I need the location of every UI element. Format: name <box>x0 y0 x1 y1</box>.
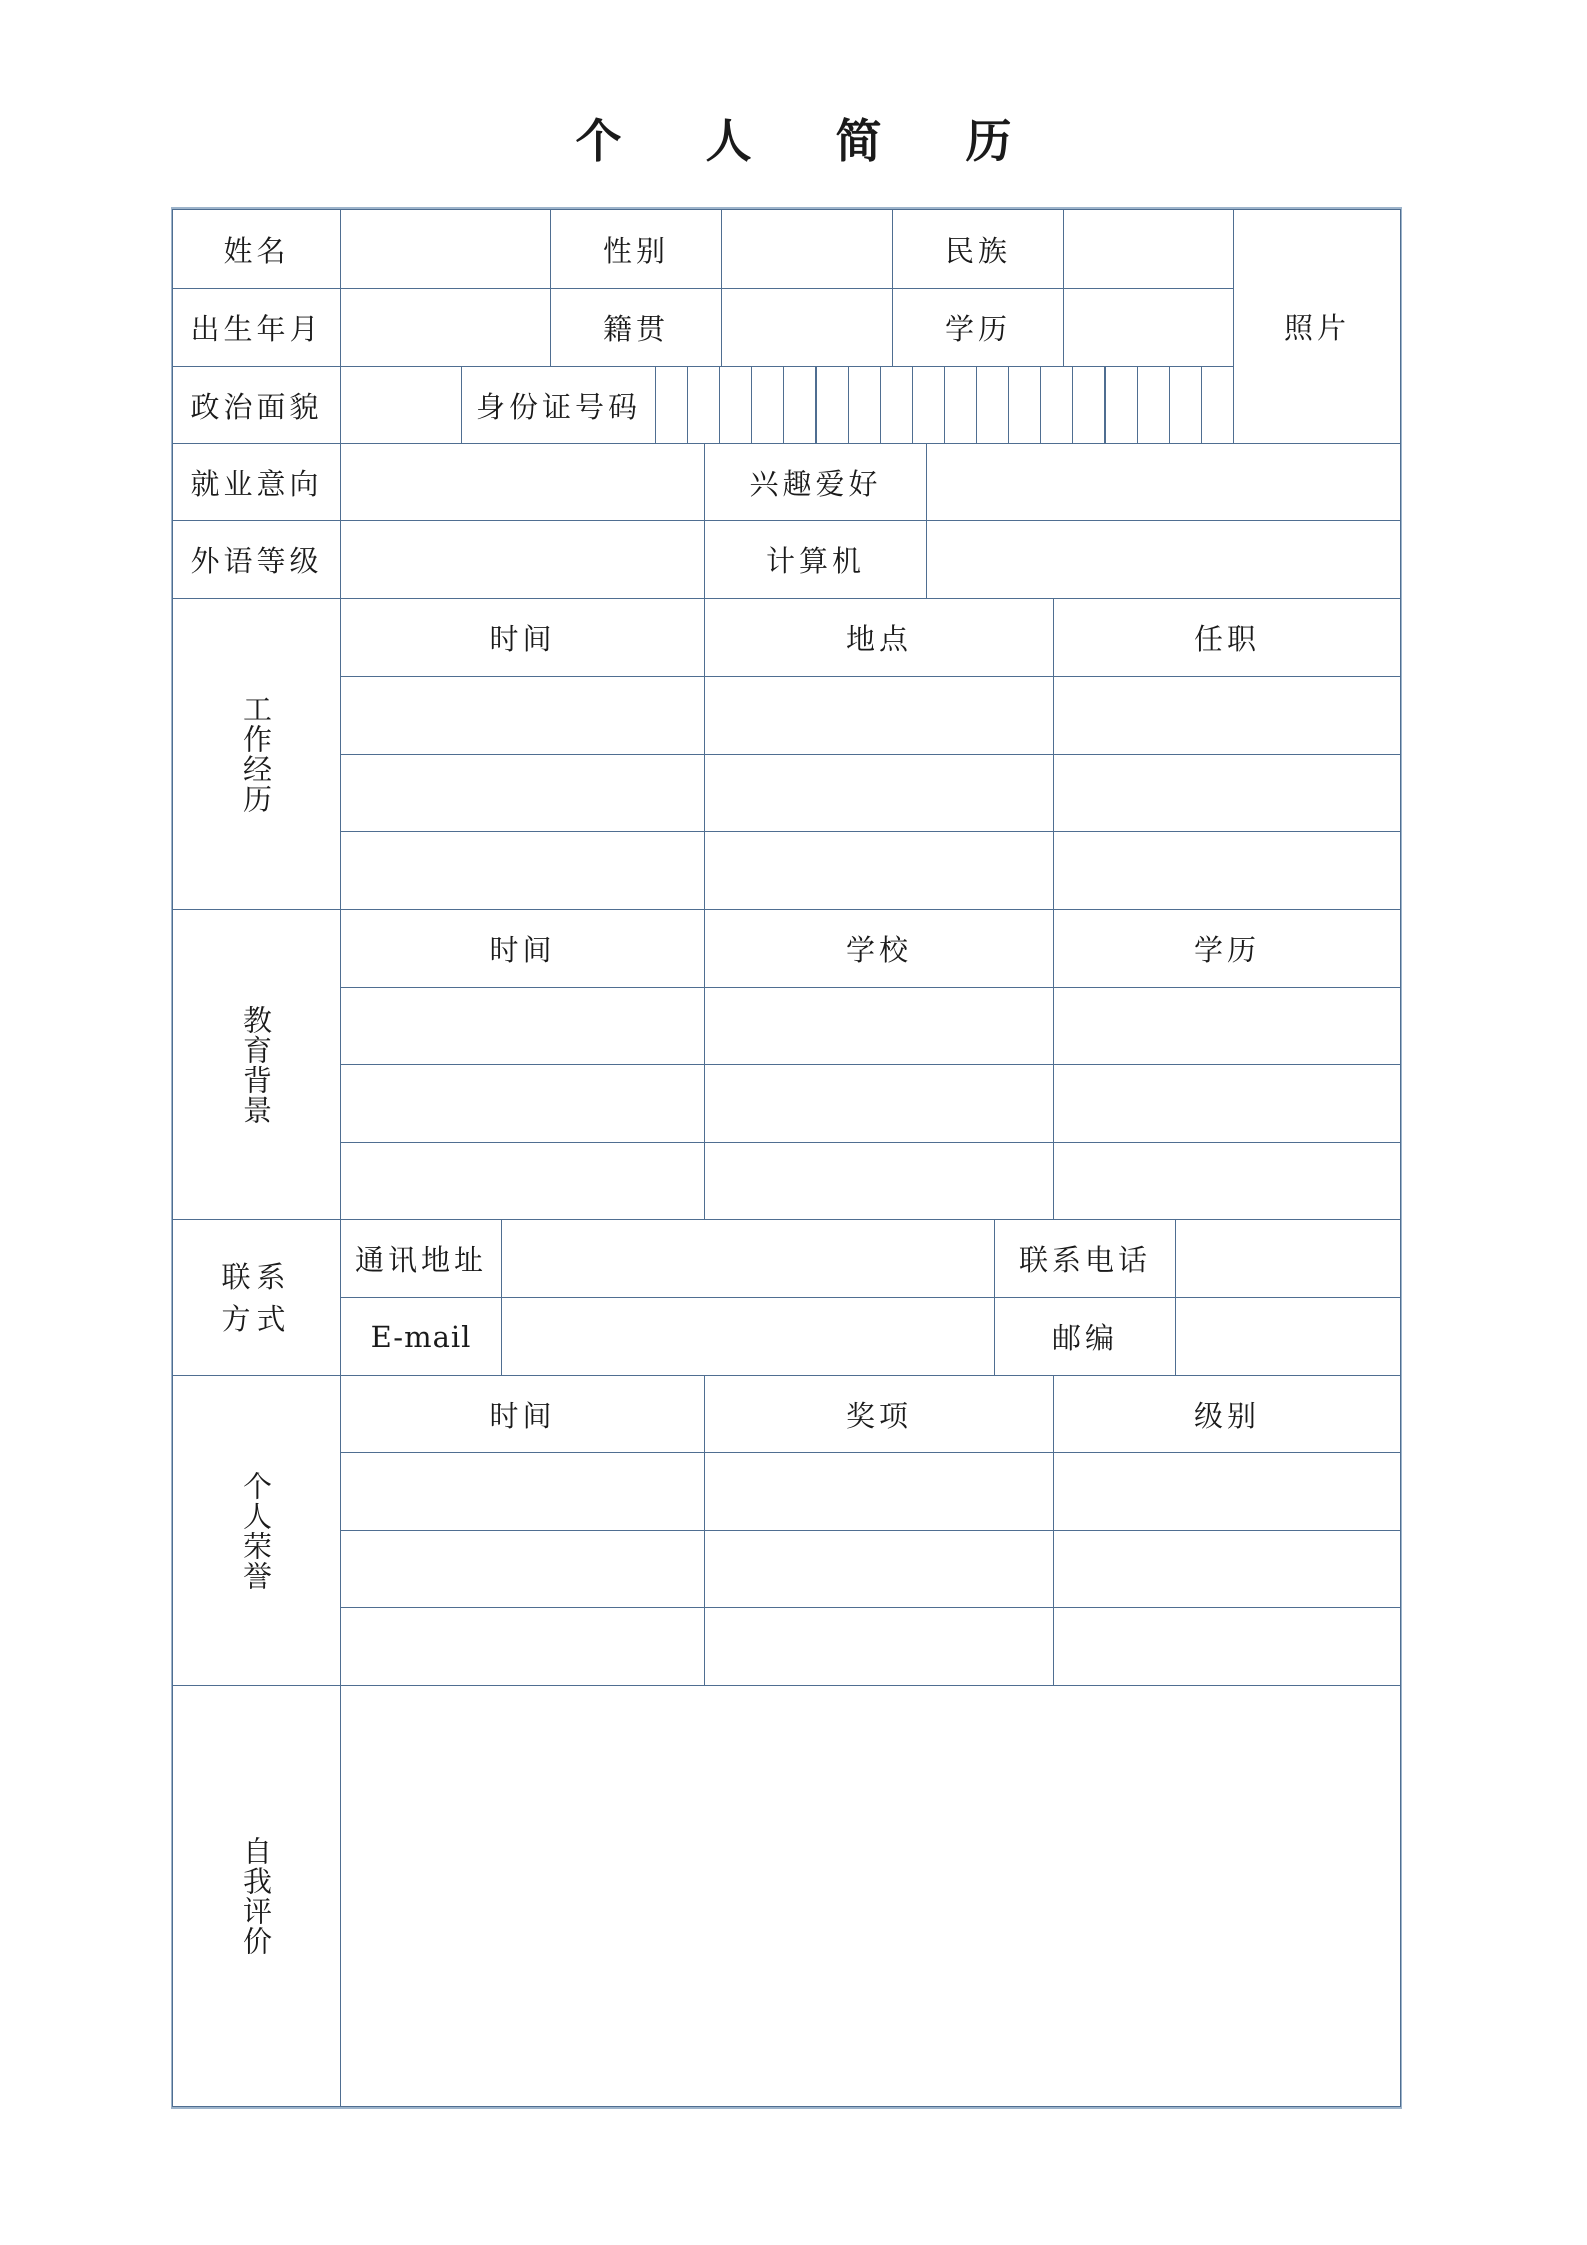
education-label-text: 学历 <box>944 312 1011 346</box>
id-digit-box[interactable] <box>848 366 881 444</box>
email-label <box>340 1297 502 1376</box>
honors-header <box>704 1375 1054 1453</box>
computer-label-text: 计算机 <box>765 544 865 578</box>
work-experience-label <box>172 598 341 910</box>
email-cell[interactable] <box>501 1297 995 1376</box>
education-background-header <box>340 909 705 988</box>
education-background-header-text: 学校 <box>845 933 912 967</box>
education-background-label <box>172 909 341 1220</box>
native-place-label <box>550 288 722 367</box>
photo-box-text: 照片 <box>1283 311 1350 345</box>
self-evaluation-label <box>172 1685 341 2107</box>
id-digit-box[interactable] <box>719 366 752 444</box>
political-cell[interactable] <box>340 366 462 444</box>
intention-label-text: 就业意向 <box>190 466 323 501</box>
honors-entry-cell[interactable] <box>704 1607 1054 1686</box>
work-experience-header-text: 任职 <box>1193 622 1260 656</box>
education-background-entry-cell[interactable] <box>1053 1142 1401 1220</box>
native-place-value-cell[interactable] <box>721 288 893 367</box>
ethnicity-value-cell[interactable] <box>1063 209 1234 289</box>
honors-entry-cell[interactable] <box>1053 1530 1401 1608</box>
computer-label <box>704 520 927 599</box>
political-label-text: 政治面貌 <box>190 389 323 424</box>
computer-cell[interactable] <box>926 520 1401 599</box>
honors-header-text: 级别 <box>1193 1398 1260 1433</box>
honors-label <box>172 1375 341 1686</box>
honors-entry-cell[interactable] <box>1053 1607 1401 1686</box>
language-label <box>172 520 341 599</box>
work-experience-header-text: 时间 <box>489 622 556 656</box>
email-label-text: E-mail <box>370 1319 472 1354</box>
honors-header-text: 时间 <box>489 1398 556 1433</box>
self-evaluation-label-text: 自我评价 <box>239 1836 273 1956</box>
work-experience-entry-cell[interactable] <box>1053 831 1401 910</box>
education-background-header-text: 学历 <box>1193 933 1260 967</box>
work-experience-header <box>1053 598 1401 677</box>
gender-value-cell[interactable] <box>721 209 893 289</box>
work-experience-label-text: 工作经历 <box>239 694 273 814</box>
education-background-entry-cell[interactable] <box>704 1064 1054 1143</box>
work-experience-entry-cell[interactable] <box>340 754 705 832</box>
education-background-label-text: 教育背景 <box>239 1004 273 1125</box>
work-experience-entry-cell[interactable] <box>340 831 705 910</box>
phone-label <box>994 1219 1176 1298</box>
id-digit-box[interactable] <box>976 366 1009 444</box>
name-value-cell[interactable] <box>340 209 551 289</box>
education-background-entry-cell[interactable] <box>340 1064 705 1143</box>
hobbies-cell[interactable] <box>926 443 1401 521</box>
birth-label <box>172 288 341 367</box>
work-experience-header-text: 地点 <box>845 622 912 656</box>
honors-entry-cell[interactable] <box>340 1607 705 1686</box>
birth-value-cell[interactable] <box>340 288 551 367</box>
ethnicity-label <box>892 209 1064 289</box>
honors-header <box>340 1375 705 1453</box>
name-label <box>172 209 341 289</box>
contact-label-text: 联系 方式 <box>221 1259 292 1336</box>
education-background-entry-cell[interactable] <box>1053 987 1401 1065</box>
id-number-label <box>461 366 656 444</box>
self-evaluation-area[interactable] <box>340 1685 1401 2107</box>
name-label-text: 姓名 <box>223 233 290 268</box>
id-digit-box[interactable] <box>816 366 849 444</box>
work-experience-header <box>704 598 1054 677</box>
address-cell[interactable] <box>501 1219 995 1298</box>
honors-entry-cell[interactable] <box>340 1530 705 1608</box>
id-digit-box[interactable] <box>1201 366 1234 444</box>
education-background-entry-cell[interactable] <box>704 987 1054 1065</box>
ethnicity-label-text: 民族 <box>944 233 1011 268</box>
zip-label-text: 邮编 <box>1051 1321 1118 1355</box>
education-background-entry-cell[interactable] <box>340 987 705 1065</box>
honors-header-text: 奖项 <box>845 1398 912 1433</box>
address-label <box>340 1219 502 1298</box>
page-title: 个 人 简 历 <box>575 114 1012 168</box>
id-digit-box[interactable] <box>655 366 688 444</box>
phone-label-text: 联系电话 <box>1018 1243 1151 1277</box>
education-background-entry-cell[interactable] <box>704 1142 1054 1220</box>
id-digit-box[interactable] <box>944 366 977 444</box>
language-label-text: 外语等级 <box>190 544 323 578</box>
gender-label <box>550 209 722 289</box>
political-label <box>172 366 341 444</box>
intention-label <box>172 443 341 521</box>
phone-cell[interactable] <box>1175 1219 1401 1298</box>
language-cell[interactable] <box>340 520 705 599</box>
education-background-header-text: 时间 <box>489 933 556 967</box>
id-digit-box[interactable] <box>1169 366 1202 444</box>
honors-entry-cell[interactable] <box>704 1452 1054 1531</box>
work-experience-entry-cell[interactable] <box>1053 676 1401 755</box>
gender-label-text: 性别 <box>602 233 669 268</box>
honors-entry-cell[interactable] <box>340 1452 705 1531</box>
id-digit-box[interactable] <box>1072 366 1105 444</box>
education-value-cell[interactable] <box>1063 288 1234 367</box>
honors-entry-cell[interactable] <box>1053 1452 1401 1531</box>
id-digit-box[interactable] <box>1137 366 1170 444</box>
photo-box <box>1233 209 1401 444</box>
intention-cell[interactable] <box>340 443 705 521</box>
work-experience-entry-cell[interactable] <box>340 676 705 755</box>
zip-label <box>994 1297 1176 1376</box>
id-number-label-text: 身份证号码 <box>475 389 641 424</box>
hobbies-label-text: 兴趣爱好 <box>749 466 882 501</box>
id-digit-box[interactable] <box>1105 366 1138 444</box>
education-background-header <box>704 909 1054 988</box>
zip-cell[interactable] <box>1175 1297 1401 1376</box>
id-digit-box[interactable] <box>912 366 945 444</box>
education-background-header <box>1053 909 1401 988</box>
contact-label <box>172 1219 341 1376</box>
hobbies-label <box>704 443 927 521</box>
work-experience-entry-cell[interactable] <box>704 831 1054 910</box>
native-place-label-text: 籍贯 <box>602 312 669 346</box>
education-background-entry-cell[interactable] <box>1053 1064 1401 1143</box>
id-digit-box[interactable] <box>783 366 816 444</box>
birth-label-text: 出生年月 <box>190 312 323 346</box>
id-digit-box[interactable] <box>751 366 784 444</box>
education-background-entry-cell[interactable] <box>340 1142 705 1220</box>
id-digit-box[interactable] <box>880 366 913 444</box>
work-experience-entry-cell[interactable] <box>1053 754 1401 832</box>
work-experience-header <box>340 598 705 677</box>
address-label-text: 通讯地址 <box>354 1243 487 1277</box>
work-experience-entry-cell[interactable] <box>704 676 1054 755</box>
id-digit-box[interactable] <box>1008 366 1041 444</box>
work-experience-entry-cell[interactable] <box>704 754 1054 832</box>
id-digit-box[interactable] <box>1040 366 1073 444</box>
id-digit-box[interactable] <box>687 366 720 444</box>
education-label <box>892 288 1064 367</box>
honors-entry-cell[interactable] <box>704 1530 1054 1608</box>
honors-label-text: 个人荣誉 <box>239 1470 273 1591</box>
honors-header <box>1053 1375 1401 1453</box>
